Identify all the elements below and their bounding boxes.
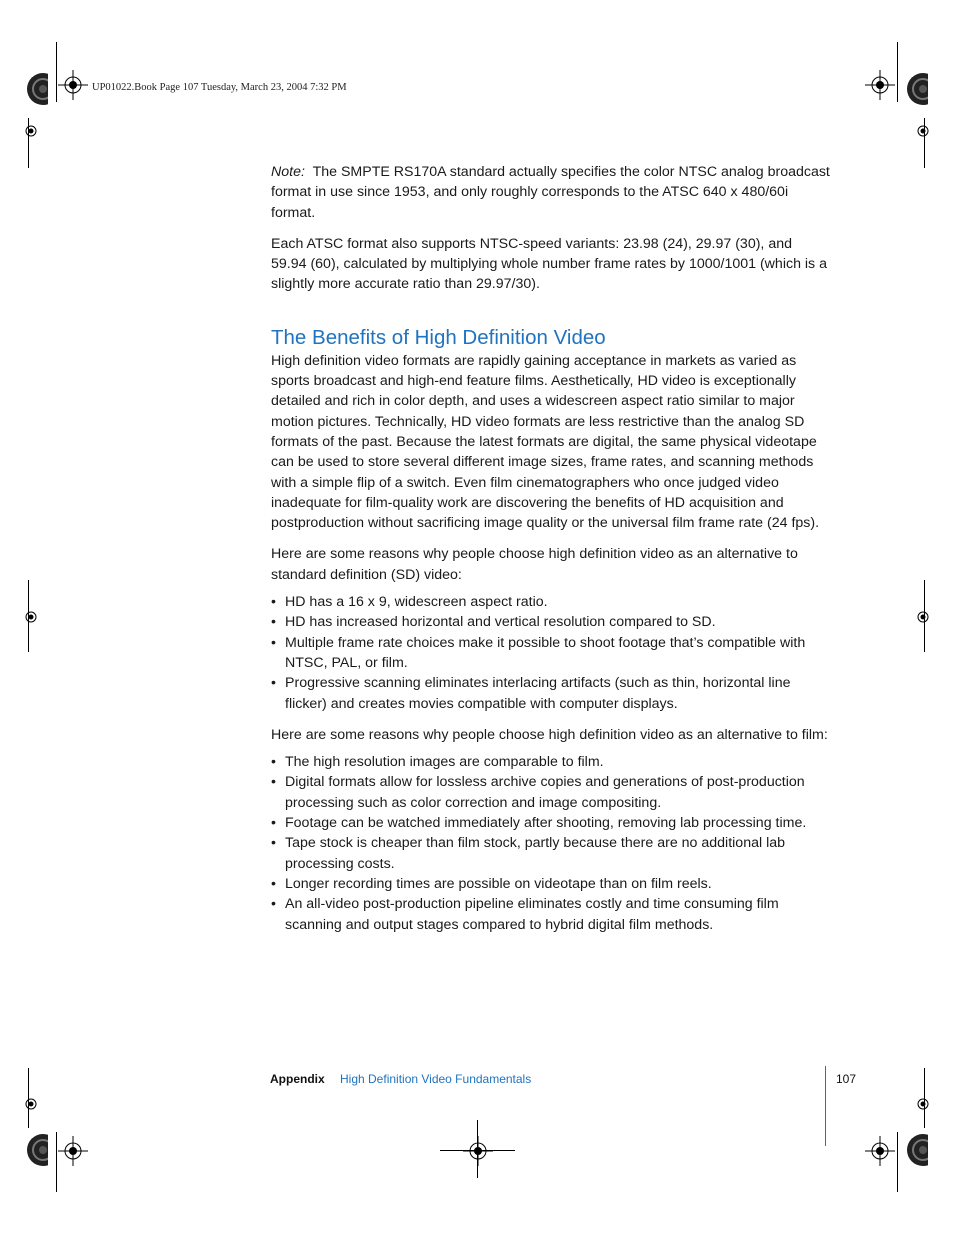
note-label: Note: <box>271 164 305 180</box>
section-heading: The Benefits of High Definition Video <box>271 325 606 349</box>
sd-reasons-list <box>271 592 831 714</box>
footer-section-label: Appendix <box>270 1072 325 1086</box>
crop-mark-icon <box>56 1132 57 1192</box>
film-reasons-intro: Here are some reasons why people choose high definition video as an alternative to film: <box>271 726 828 743</box>
color-wheel-icon <box>26 1133 48 1167</box>
bullet-icon: • <box>271 875 276 892</box>
footer-divider <box>825 1066 826 1146</box>
registration-target-icon <box>58 1136 88 1166</box>
list-item: • Digital formats allow for lossless archive copies and generations of post-production processing such as color correction and image compositing. <box>271 774 805 811</box>
crop-mark-icon <box>897 42 898 102</box>
registration-target-icon <box>914 1095 932 1113</box>
bullet-icon: • <box>271 594 276 611</box>
print-slug: UP01022.Book Page 107 Tuesday, March 23, 2004 7:32 PM <box>92 82 347 93</box>
list-item: • HD has increased horizontal and vertical resolution compared to SD. <box>271 612 831 632</box>
bullet-icon: • <box>271 675 276 692</box>
film-reasons-list <box>271 752 831 935</box>
intro-paragraph: High definition video formats are rapidly gaining acceptance in markets as varied as sports broadcast and high-end feature films. Aesthetically, HD video is exceptionally detailed and rich in color depth, and uses a widescreen aspect ratio similar to major motion pictures. Technically, HD video formats are less restrictive than the analog SD formats of the past. Because the latest formats are digital, the same physical videotape can be used to store several different image sizes, frame rates, and scanning methods with a simple flip of a switch. Even film cinematographers who once judged video inadequate for film-quality work are discovering the benefits of HD acquisition and postproduction without sacrificing image quality or the universal film frame rate (24 fps). <box>271 352 820 532</box>
list-item: • An all-video post-production pipeline eliminates costly and time consuming film scanning and output stages compared to hybrid digital film methods. <box>271 896 779 933</box>
registration-target-icon <box>58 70 88 100</box>
bullet-icon: • <box>271 896 276 913</box>
bullet-icon: • <box>271 754 276 771</box>
registration-target-icon <box>463 1136 493 1166</box>
page-body <box>271 162 831 935</box>
bullet-icon: • <box>271 774 276 791</box>
list-item: • Footage can be watched immediately after shooting, removing lab processing time. <box>271 813 831 833</box>
crop-mark-icon <box>897 1132 898 1192</box>
registration-target-icon <box>914 122 932 140</box>
bullet-icon: • <box>271 835 276 852</box>
atsc-paragraph: Each ATSC format also supports NTSC-speed variants: 23.98 (24), 29.97 (30), and 59.94 (60), calculated by multiplying whole number frame rates by 1000/1001 (which is a slightly more accurate ratio than 29.97/30). <box>271 235 827 293</box>
bullet-icon: • <box>271 815 276 832</box>
registration-target-icon <box>22 122 40 140</box>
footer-chapter-title: High Definition Video Fundamentals <box>340 1072 532 1086</box>
registration-target-icon <box>914 608 932 626</box>
list-item: • Progressive scanning eliminates interlacing artifacts (such as thin, horizontal line flicker) and creates movies compatible with computer displays. <box>271 675 791 712</box>
bullet-icon: • <box>271 614 276 631</box>
list-item: • The high resolution images are comparable to film. <box>271 752 831 772</box>
page-number: 107 <box>836 1072 857 1086</box>
registration-target-icon <box>22 608 40 626</box>
list-item: • Tape stock is cheaper than film stock, partly because there are no additional lab processing costs. <box>271 835 785 872</box>
list-item: • Longer recording times are possible on videotape than on film reels. <box>271 874 831 894</box>
color-wheel-icon <box>906 72 928 106</box>
note-text: The SMPTE RS170A standard actually specifies the color NTSC analog broadcast format in use since 1953, and only roughly corresponds to the ATSC 640 x 480/60i format. <box>271 164 830 221</box>
registration-target-icon <box>865 1136 895 1166</box>
sd-reasons-intro: Here are some reasons why people choose high definition video as an alternative to standard definition (SD) video: <box>271 546 798 583</box>
registration-target-icon <box>22 1095 40 1113</box>
registration-target-icon <box>865 70 895 100</box>
color-wheel-icon <box>26 72 48 106</box>
list-item: • Multiple frame rate choices make it possible to shoot footage that’s compatible with NTSC, PAL, or film. <box>271 634 806 671</box>
color-wheel-icon <box>906 1133 928 1167</box>
crop-mark-icon <box>56 42 57 102</box>
list-item: • HD has a 16 x 9, widescreen aspect ratio. <box>271 592 831 612</box>
note-paragraph <box>271 162 831 223</box>
bullet-icon: • <box>271 634 276 651</box>
